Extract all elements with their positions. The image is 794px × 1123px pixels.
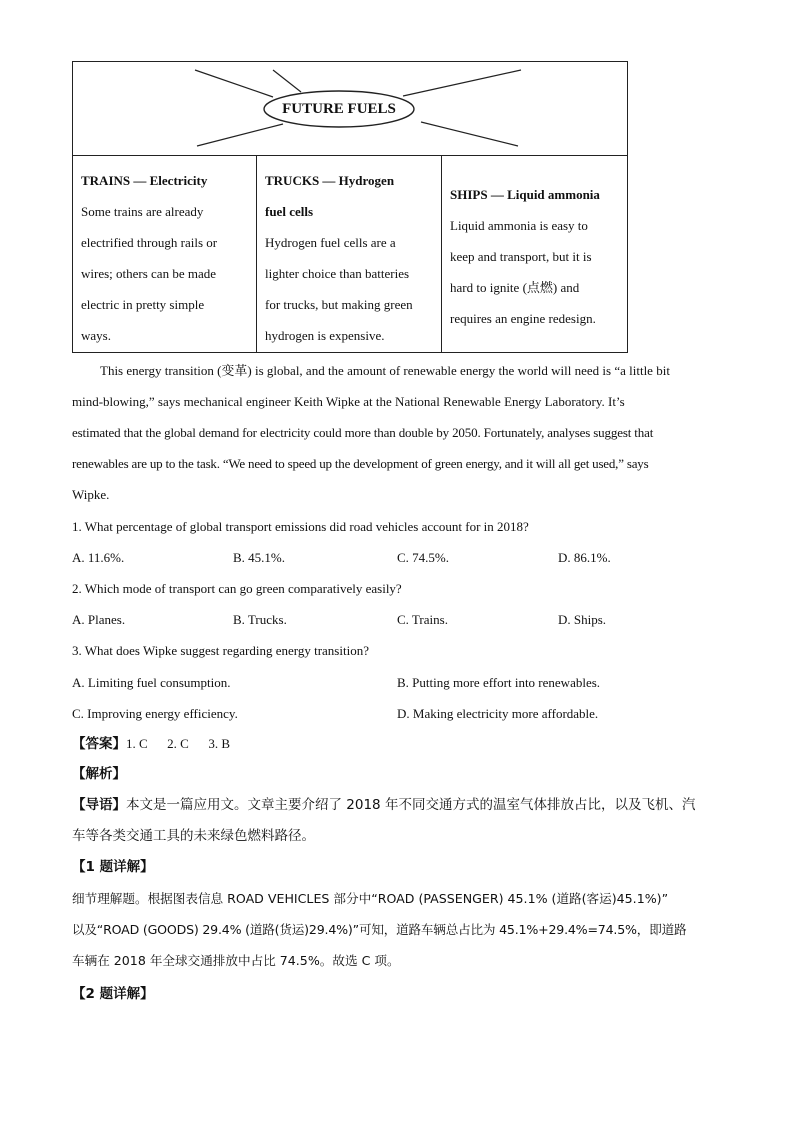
question-2-option-a: A. Planes. (72, 612, 126, 627)
detail-1-label: 【1 题详解】 (72, 859, 154, 875)
cell-ships (442, 155, 627, 352)
cell-ships-line: Liquid ammonia is easy to (450, 218, 588, 233)
cell-trucks (257, 155, 442, 352)
cell-trains (73, 155, 257, 352)
cell-ships-line: requires an engine redesign. (450, 311, 596, 326)
cell-trains-line: Some trains are already (81, 204, 204, 219)
passage-line: renewables are up to the task. “We need to speed up the development of green energy, and it will all get used,” says (72, 456, 649, 471)
cell-trains-line: electric in pretty simple (81, 297, 205, 312)
analysis-label: 【解析】 (72, 766, 126, 782)
question-2-option-c: C. Trains. (397, 612, 448, 627)
cell-trucks-heading: TRUCKS — Hydrogen (265, 173, 395, 188)
question-2-stem: 2. Which mode of transport can go green comparatively easily? (72, 581, 402, 596)
detail-1-line: 以及“ROAD (GOODS) 29.4% (道路(货运)29.4%)”可知，道路车辆总占比为 45.1%+29.4%=74.5%，即道路 (72, 922, 687, 937)
cell-ships-heading: SHIPS — Liquid ammonia (450, 187, 600, 202)
question-3-option-c: C. Improving energy efficiency. (72, 706, 238, 721)
diagram-header (73, 62, 627, 156)
question-3-option-a: A. Limiting fuel consumption. (72, 675, 231, 690)
question-3-option-b: B. Putting more effort into renewables. (397, 675, 601, 690)
detail-1-line: 细节理解题。根据图表信息 ROAD VEHICLES 部分中“ROAD (PASSENGER) 45.1% (道路(客运)45.1%)” (72, 891, 669, 906)
question-3-option-d: D. Making electricity more affordable. (397, 706, 599, 721)
diagram-cells (73, 155, 627, 352)
cell-trucks-line: lighter choice than batteries (265, 266, 410, 281)
cell-trucks-line: Hydrogen fuel cells are a (265, 235, 396, 250)
future-fuels-diagram (72, 61, 628, 353)
intro-line: 车等各类交通工具的未来绿色燃料路径。 (72, 828, 315, 844)
question-1-option-a: A. 11.6%. (72, 550, 125, 565)
question-3-stem: 3. What does Wipke suggest regarding energy transition? (72, 643, 369, 658)
cell-ships-line: keep and transport, but it is (450, 249, 592, 264)
intro-label: 【导语】 (72, 797, 126, 813)
intro-line: 本文是一篇应用文。文章主要介绍了 2018 年不同交通方式的温室气体排放占比，以及飞机、汽 (126, 797, 696, 813)
question-1-option-d: D. 86.1%. (558, 550, 611, 565)
answer-text: 1. C 2. C 3. B (126, 736, 231, 751)
intro-paragraph (72, 790, 722, 852)
cell-ships-line: hard to ignite (点燃) and (450, 280, 580, 295)
passage-line: This energy transition (变革) is global, and the amount of renewable energy the world will need is “a little bit (100, 363, 670, 378)
cell-trains-line: electrified through rails or (81, 235, 218, 250)
cell-trains-heading: TRAINS — Electricity (81, 173, 208, 188)
passage-paragraph (72, 355, 724, 510)
cell-trains-line: ways. (81, 328, 111, 343)
passage-line: estimated that the global demand for electricity could more than double by 2050. Fortunately, analyses suggest that (72, 425, 654, 440)
answer-label: 【答案】 (72, 736, 126, 752)
cell-trains-line: wires; others can be made (81, 266, 217, 281)
question-1-option-b: B. 45.1%. (233, 550, 285, 565)
cell-trucks-line: for trucks, but making green (265, 297, 413, 312)
detail-1-line: 车辆在 2018 年全球交通排放中占比 74.5%。故选 C 项。 (72, 953, 400, 968)
cell-trucks-line: hydrogen is expensive. (265, 328, 385, 343)
detail-1-paragraph (72, 883, 722, 976)
detail-2-label: 【2 题详解】 (72, 986, 154, 1002)
question-2-option-d: D. Ships. (558, 612, 607, 627)
question-1-option-c: C. 74.5%. (397, 550, 449, 565)
passage-line: mind-blowing,” says mechanical engineer Keith Wipke at the National Renewable Energy Laboratory. It’s (72, 394, 625, 409)
question-1-stem: 1. What percentage of global transport emissions did road vehicles account for in 2018? (72, 519, 529, 534)
question-2-option-b: B. Trucks. (233, 612, 287, 627)
passage-line: Wipke. (72, 487, 110, 502)
cell-trucks-heading-2: fuel cells (265, 204, 314, 219)
answer-line (72, 728, 722, 760)
diagram-title: FUTURE FUELS (282, 101, 396, 117)
